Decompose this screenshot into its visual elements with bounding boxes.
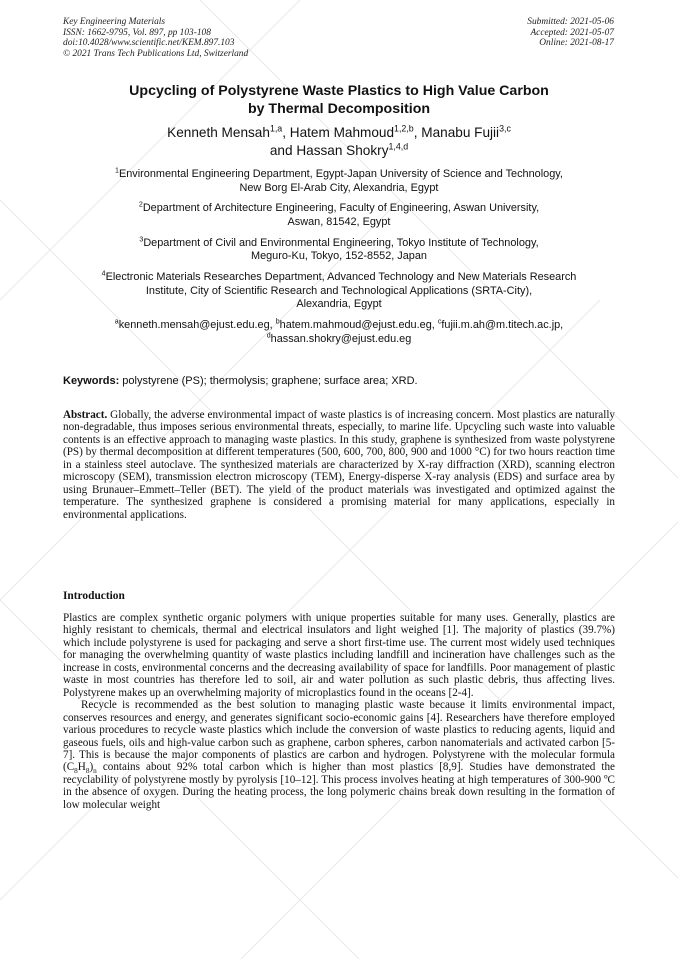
author-name: Hatem Mahmoud xyxy=(289,125,395,140)
copyright-line: © 2021 Trans Tech Publications Ltd, Switzerland xyxy=(63,48,249,59)
submission-dates xyxy=(527,17,614,49)
keywords xyxy=(63,374,615,388)
affiliation-3: $^3$Department of Civil and Environmental Engineering, Tokyo Institute of Technology, Meguro-Ku, Tokyo, 152-8552, Japan xyxy=(139,235,539,263)
introduction-body xyxy=(63,612,615,811)
journal-info xyxy=(63,17,248,59)
keywords-label: Keywords: xyxy=(63,375,120,387)
author-line-1: Kenneth Mensah$^{1,a}$, Hatem Mahmoud$^{1,2,b}$, Manabu Fujii$^{3,c}$ xyxy=(167,123,511,140)
paper-title xyxy=(60,83,618,118)
author-affil-sup: 1,a xyxy=(269,123,283,134)
accepted-date: Accepted: 2021-05-07 xyxy=(530,27,614,38)
journal-name: Key Engineering Materials xyxy=(63,17,166,27)
intro-paragraph-1: Plastics are complex synthetic organic polymers with unique properties suitable for many uses. Generally, plastics are highly resistant to chemicals, thermal and electrical insulators and light weighed [1]. The majority of plastics (39.7%) which include polystyrene is used for packaging and serve a short first-time use. The current most widely used techniques for managing the overwhelming quantity of waste plastics including landfill and incineration have challenges such as the increase in costs, environmental concerns and the decreasing availability of space for landfills. Poor management of plastic waste in most countries has therefore led to soil, air and water pollution as such plastic debris, thus affecting lives. Polystyrene makes up an overwhelming majority of microplastics found in the oceans [2-4]. xyxy=(63,612,615,699)
abstract xyxy=(63,409,615,521)
online-date: Online: 2021-08-17 xyxy=(539,38,614,49)
author-affil-sup: 1,4,d xyxy=(388,141,409,152)
submitted-date: Submitted: 2021-05-06 xyxy=(527,17,614,27)
author-affil-sup: 1,2,b xyxy=(394,123,414,134)
affiliation-2: $^2$Department of Architecture Engineering, Faculty of Engineering, Aswan University, Aswan, 81542, Egypt xyxy=(138,200,540,228)
author-affil-sup: 3,c xyxy=(499,123,511,134)
affiliation-4: $^4$Electronic Materials Researches Department, Advanced Technology and New Materials Research Institute, City of Scientific Research and Technological Applications (SRTA-City), Alexandria, Egypt xyxy=(101,269,577,311)
issn-line: ISSN: 1662-9795, Vol. 897, pp 103-108 xyxy=(63,27,211,38)
keywords-text: polystyrene (PS); thermolysis; graphene; surface area; XRD. xyxy=(119,375,418,387)
author-list xyxy=(60,124,618,160)
abstract-text: Globally, the adverse environmental impact of waste plastics is of increasing concern. Most plastics are naturally non-degradable, thus imposes serious environmental threats, especially, to marine life. Upcycling such waste into valuable contents is an effective approach to managing waste plastics. In this study, graphene is synthesized from waste polystyrene (PS) by thermal decomposition at different temperatures (500, 600, 700, 800, 900 and 1000 °C) for two hours reaction time in a stainless steel autoclave. The synthesized materials are characterized by X-ray diffraction (XRD), scanning electron microscopy (SEM), transmission electron microscopy (TEM), Energy-disperse X-ray analysis (EDS) and surface area by using Brunauer–Emmett–Teller (BET). The yield of the product materials was investigated and optimized against the temperature. The synthesized graphene is considered a promising material for many applications, especially in environmental applications. xyxy=(63,409,615,521)
affiliations xyxy=(60,168,618,346)
affiliation-1: $^1$Environmental Engineering Department, Egypt-Japan University of Science and Technology, New Borg El-Arab City, Alexandria, Egypt xyxy=(115,166,563,194)
intro-paragraph-2: Recycle is recommended as the best solution to managing plastic waste because it limits environmental impact, conserves resources and energy, and generates significant socio-economic gains [4]. Researchers have therefore employed various procedures to recycle waste plastics which include the conversion of waste plastics to reducing agents, liquid and gaseous fuels, oils and high-value carbon such as graphene, carbon spheres, carbon nanomaterials and activated carbon [5-7]. This is because the major components of plastics are carbon and hydrogen. Polystyrene with the molecular formula $(C_8H_8)_n$ contains about 92% total carbon which is higher than most plastics [8,9]. Studies have demonstrated the recyclability of polystyrene mostly by pyrolysis [10–12]. This process involves heating at high temperatures of 300-900 ºC in the absence of oxygen. During the heating process, the long polymeric chains break down resulting in the formation of low molecular weight xyxy=(63,699,615,811)
email-link[interactable]: hassan.shokry@ejust.edu.eg xyxy=(270,332,412,345)
email-link[interactable]: fujii.m.ah@m.titech.ac.jp xyxy=(441,319,561,332)
email-link[interactable]: kenneth.mensah@ejust.edu.eg xyxy=(118,319,270,332)
author-name: Manabu Fujii xyxy=(421,125,500,140)
author-name: and Hassan Shokry xyxy=(269,143,389,158)
doi-link[interactable]: doi:10.4028/www.scientific.net/KEM.897.103 xyxy=(63,38,235,49)
abstract-label: Abstract. xyxy=(63,409,108,421)
email-link[interactable]: hatem.mahmoud@ejust.edu.eg xyxy=(279,319,432,332)
introduction-heading: Introduction xyxy=(63,590,125,602)
title-line-2: by Thermal Decomposition xyxy=(247,100,431,117)
author-name: Kenneth Mensah xyxy=(167,125,270,140)
author-emails: $^a$kenneth.mensah@ejust.edu.eg, $^b$hatem.mahmoud@ejust.edu.eg, $^c$fujii.m.ah@m.titech.ac.jp, $^d$hassan.shokry@ejust.edu.eg xyxy=(114,317,564,345)
author-line-2 xyxy=(60,142,618,160)
title-line-1: Upcycling of Polystyrene Waste Plastics to High Value Carbon xyxy=(129,83,549,99)
